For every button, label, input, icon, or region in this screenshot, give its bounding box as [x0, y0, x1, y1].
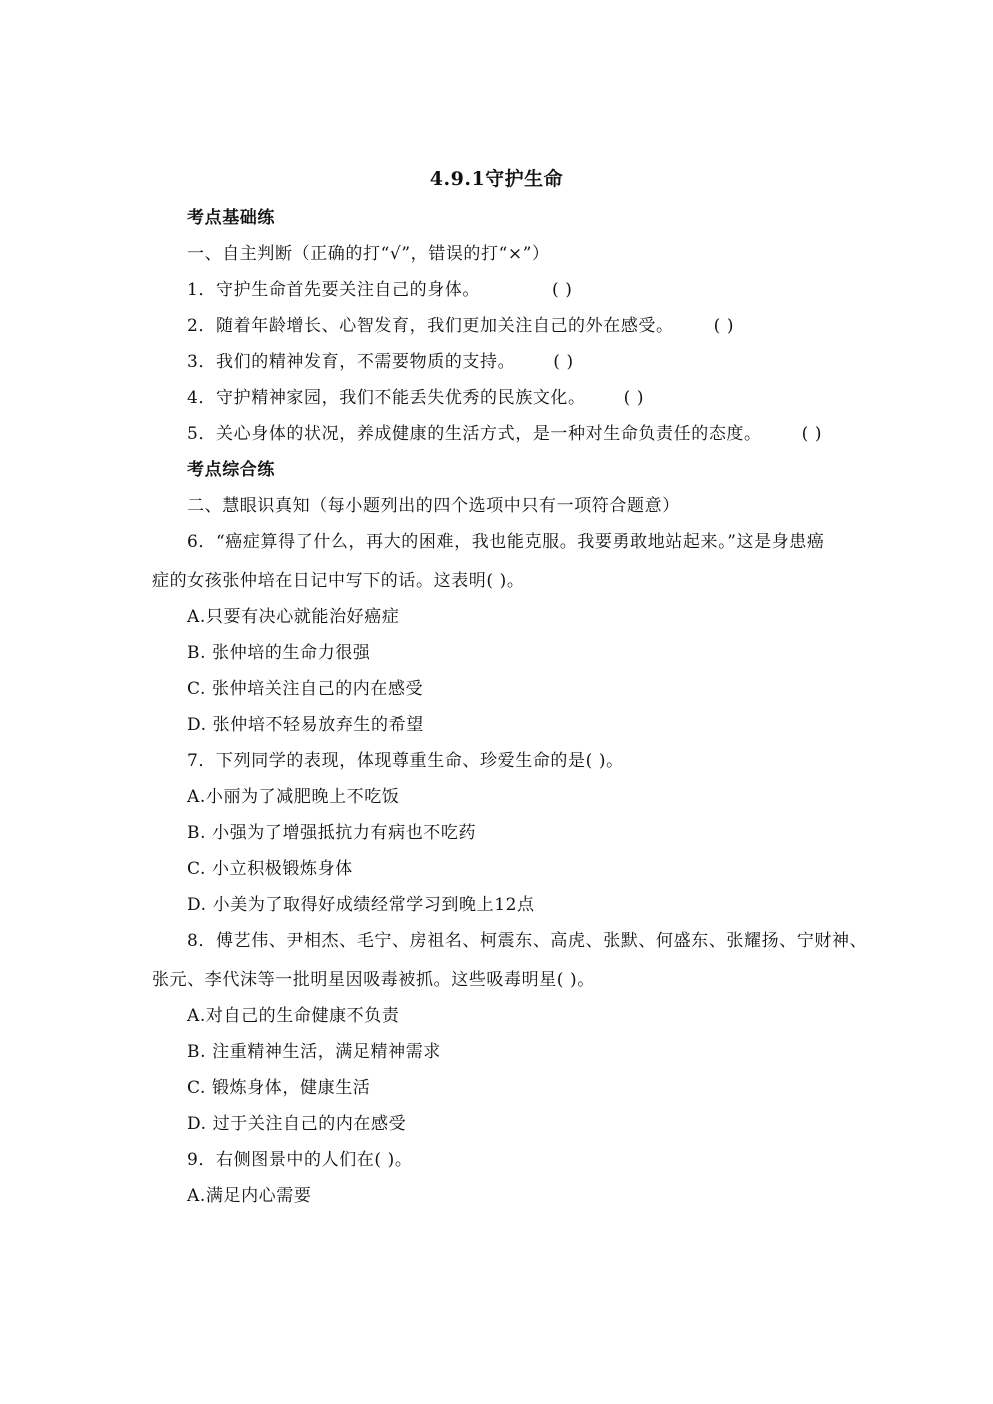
- question-8-stem: 8．傅艺伟、尹相杰、毛宁、房祖名、柯震东、高虎、张默、何盛东、张耀扬、宁财神、: [187, 931, 868, 951]
- question-7-stem: 7．下列同学的表现，体现尊重生命、珍爱生命的是( )。: [187, 751, 624, 771]
- answer-blank: ( ): [623, 388, 645, 408]
- question-6-stem: 6．“癌症算得了什么，再大的困难，我也能克服。我要勇敢地站起来。”这是身患癌: [187, 532, 825, 552]
- question-6-option-a: A.只要有决心就能治好癌症: [187, 607, 400, 627]
- answer-blank: ( ): [713, 316, 735, 336]
- question-4: [187, 383, 644, 408]
- question-8-option-b: B. 注重精神生活，满足精神需求: [187, 1042, 441, 1062]
- section1-heading: 考点基础练: [187, 208, 275, 228]
- section2-heading: 考点综合练: [187, 460, 275, 480]
- question-text: 3．我们的精神发育，不需要物质的支持。: [187, 352, 516, 372]
- question-3: [187, 347, 574, 372]
- answer-blank: ( ): [801, 424, 823, 444]
- question-6-stem-continued: 症的女孩张仲培在日记中写下的话。这表明( )。: [152, 571, 525, 591]
- question-5: [187, 419, 822, 444]
- question-8-stem-continued: 张元、李代沫等一批明星因吸毒被抓。这些吸毒明星( )。: [152, 970, 595, 990]
- question-text: 4．守护精神家园，我们不能丢失优秀的民族文化。: [187, 388, 586, 408]
- question-6-option-d: D. 张仲培不轻易放弃生的希望: [187, 715, 424, 735]
- question-8-option-d: D. 过于关注自己的内在感受: [187, 1114, 407, 1134]
- question-8-option-c: C. 锻炼身体，健康生活: [187, 1078, 371, 1098]
- question-text: 5．关心身体的状况，养成健康的生活方式，是一种对生命负责任的态度。: [187, 424, 762, 444]
- question-7-option-a: A.小丽为了减肥晚上不吃饭: [187, 787, 400, 807]
- section2-instruction: 二、慧眼识真知（每小题列出的四个选项中只有一项符合题意）: [187, 496, 680, 516]
- question-1: [187, 275, 572, 300]
- question-text: 2．随着年龄增长、心智发育，我们更加关注自己的外在感受。: [187, 316, 674, 336]
- question-9-option-a: A.满足内心需要: [187, 1186, 312, 1206]
- question-6-option-b: B. 张仲培的生命力很强: [187, 643, 371, 663]
- section1-instruction: 一、自主判断（正确的打“√”，错误的打“×”）: [187, 244, 550, 264]
- question-7-option-d: D. 小美为了取得好成绩经常学习到晚上12点: [187, 895, 535, 915]
- answer-blank: ( ): [552, 280, 573, 300]
- answer-blank: ( ): [553, 352, 574, 372]
- question-6-option-c: C. 张仲培关注自己的内在感受: [187, 679, 424, 699]
- question-7-option-c: C. 小立积极锻炼身体: [187, 859, 353, 879]
- question-text: 1．守护生命首先要关注自己的身体。: [187, 280, 481, 300]
- question-7-option-b: B. 小强为了增强抵抗力有病也不吃药: [187, 823, 477, 843]
- question-9-stem: 9．右侧图景中的人们在( )。: [187, 1150, 413, 1170]
- page-title: 4.9.1守护生命: [429, 168, 564, 190]
- question-8-option-a: A.对自己的生命健康不负责: [187, 1006, 400, 1026]
- question-2: [187, 311, 734, 336]
